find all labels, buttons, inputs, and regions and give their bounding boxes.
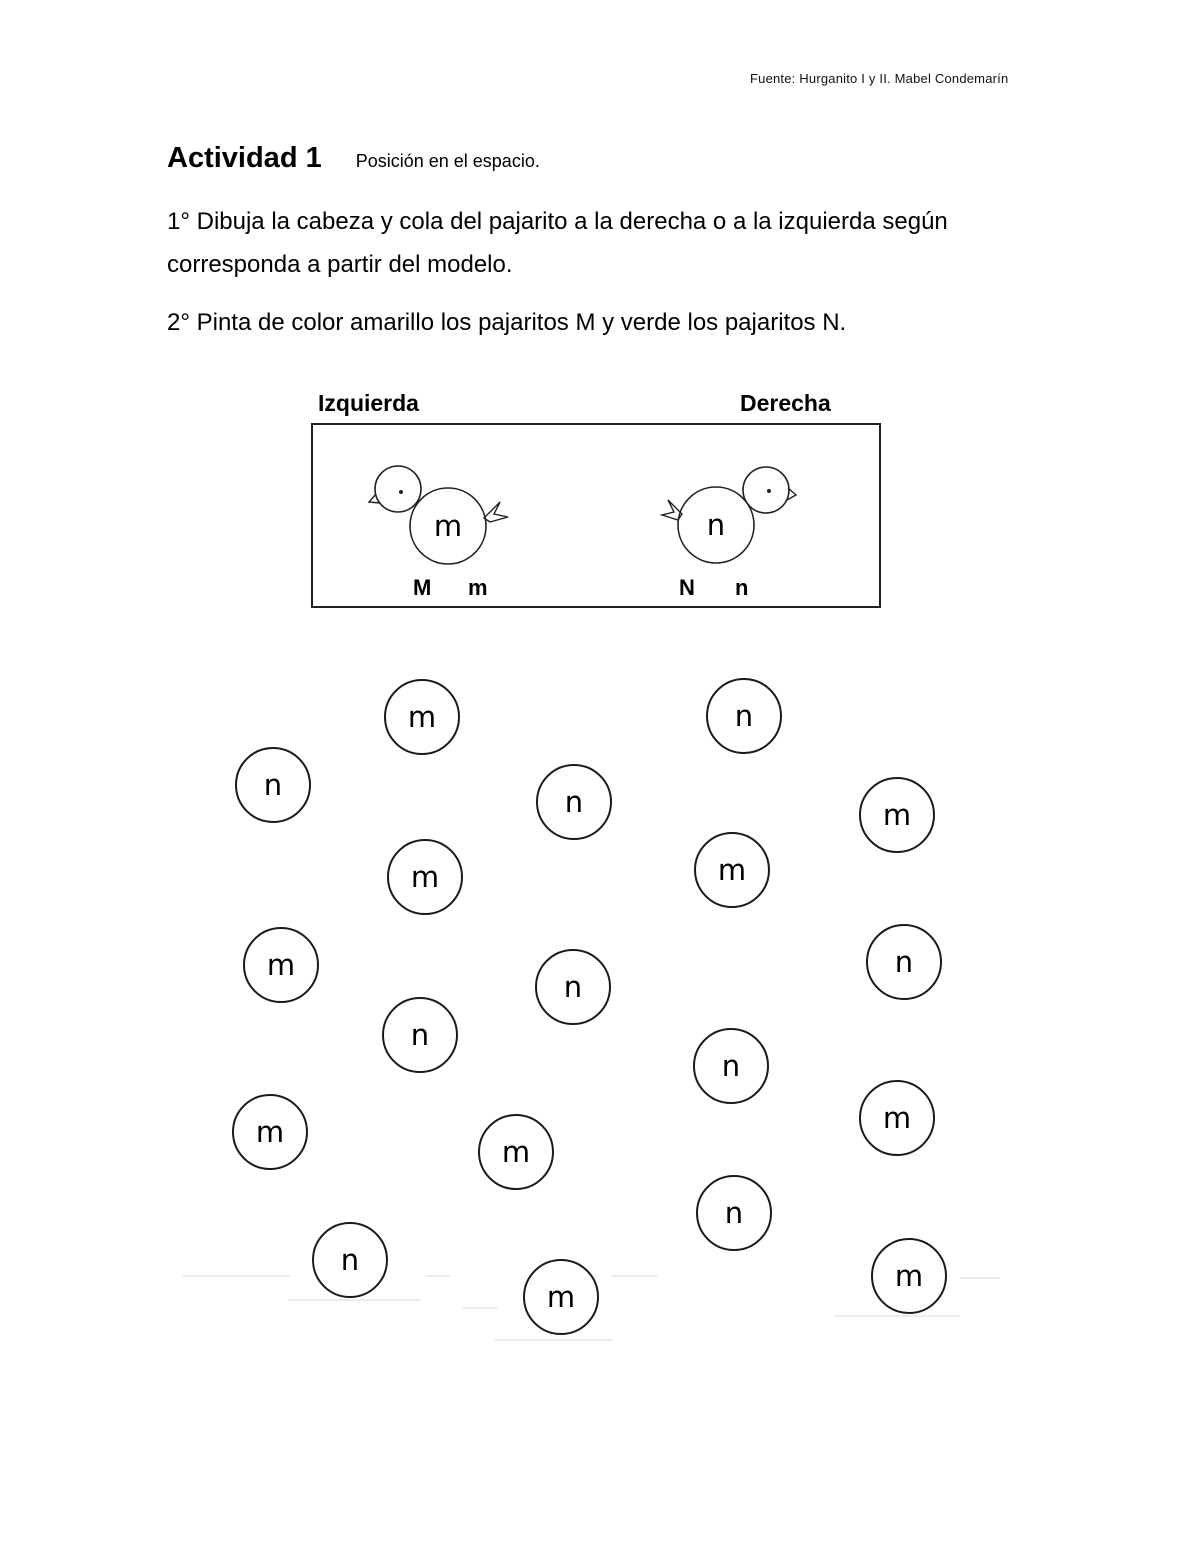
circle-letter: n: [724, 1196, 744, 1230]
circle-letter: m: [717, 853, 747, 887]
circle-letter: n: [410, 1018, 430, 1052]
caption-upper-n: N: [679, 575, 695, 600]
circle-letter: n: [563, 970, 583, 1004]
letter-circle: [860, 778, 934, 852]
caption-lower-m: m: [468, 575, 488, 600]
caption-lower-n: n: [735, 575, 749, 600]
letter-circle: [383, 998, 457, 1072]
letter-circle: [872, 1239, 946, 1313]
activity-subtitle: Posición en el espacio.: [355, 151, 540, 171]
letter-circle: [707, 679, 781, 753]
circle-letter: n: [564, 785, 584, 819]
letter-circle: [536, 950, 610, 1024]
letter-circle: [860, 1081, 934, 1155]
letter-circle: [236, 748, 310, 822]
circle-letter: m: [546, 1280, 576, 1314]
model-left-label: Izquierda: [318, 390, 419, 416]
circle-letter: m: [882, 1101, 912, 1135]
letter-circle: [244, 928, 318, 1002]
letter-circle: [867, 925, 941, 999]
circle-letter: n: [263, 768, 283, 802]
circle-letter: m: [255, 1115, 285, 1149]
letter-circle: [479, 1115, 553, 1189]
circle-letter: n: [340, 1243, 360, 1277]
letter-circle: [524, 1260, 598, 1334]
circle-letter: m: [882, 798, 912, 832]
source-citation: Fuente: Hurganito I y II. Mabel Condemarín: [750, 71, 1009, 86]
circle-letter: n: [894, 945, 914, 979]
letter-circle: [388, 840, 462, 914]
circle-letter: n: [721, 1049, 741, 1083]
model-bird-left-letter: m: [433, 509, 463, 543]
letter-circle: [537, 765, 611, 839]
caption-upper-m: M: [413, 575, 432, 600]
circle-letter: m: [266, 948, 296, 982]
circle-letter: m: [407, 700, 437, 734]
letter-circle: [385, 680, 459, 754]
circle-letter: m: [410, 860, 440, 894]
circle-letter: m: [501, 1135, 531, 1169]
letter-circle: [695, 833, 769, 907]
instruction-second: 2° Pinta de color amarillo los pajaritos M y verde los pajaritos N.: [167, 309, 847, 336]
letter-circle: [313, 1223, 387, 1297]
model-right-label: Derecha: [740, 390, 831, 416]
instruction-first: 1° Dibuja la cabeza y cola del pajarito a la derecha o a la izquierda según corresponda a partir del modelo.: [167, 208, 948, 278]
circle-letter: n: [734, 699, 754, 733]
letter-circle: [694, 1029, 768, 1103]
circle-letter: m: [894, 1259, 924, 1293]
model-bird-right-letter: n: [706, 508, 726, 542]
activity-title: Actividad 1: [167, 142, 322, 174]
letter-circle: [697, 1176, 771, 1250]
letter-circle: [233, 1095, 307, 1169]
